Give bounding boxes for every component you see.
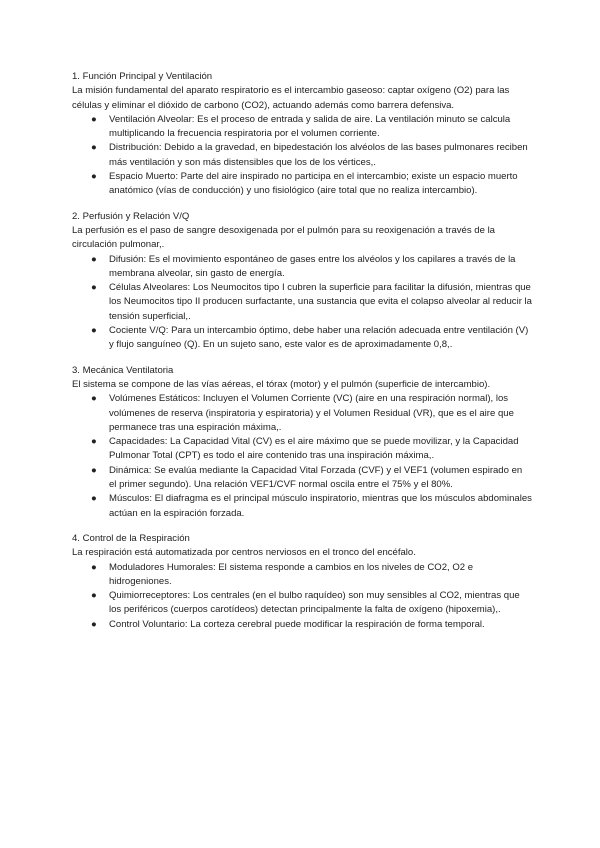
- section-intro: La misión fundamental del aparato respiratorio es el intercambio gaseoso: captar oxígeno (O2) para las células y eliminar el dióxido de carbono (CO2), actuando además como barrera defensiva.: [72, 85, 510, 111]
- list-item-text: Músculos: El diafragma es el principal músculo inspiratorio, mientras que los músculos abdominales actúan en la espiración forzada.: [109, 493, 532, 519]
- list-item: [72, 281, 532, 324]
- list-item-text: Células Alveolares: Los Neumocitos tipo I cubren la superficie para facilitar la difusión, mientras que los Neumocitos tipo II producen surfactante, una sustancia que evita el colapso alveolar al reducir la tensión superficial,.: [109, 282, 532, 322]
- list-item: [72, 589, 532, 618]
- section-mecanica-ventilatoria: [72, 364, 532, 521]
- section-perfusion-vq: [72, 210, 532, 353]
- bullet-icon: ●: [91, 493, 97, 505]
- list-item-text: Capacidades: La Capacidad Vital (CV) es el aire máximo que se puede movilizar, y la Capacidad Pulmonar Total (CPT) es todo el aire contenido tras una inspiración máxima,.: [109, 436, 519, 462]
- bullet-icon: ●: [91, 393, 97, 405]
- list-item-text: Quimiorreceptores: Los centrales (en el bulbo raquídeo) son muy sensibles al CO2, mientras que los periféricos (cuerpos carotídeos) detectan principalmente la falta de oxígeno (hipoxemia),.: [109, 590, 520, 616]
- bullet-list: [72, 392, 532, 521]
- list-item: [72, 435, 532, 464]
- list-item: [72, 392, 532, 435]
- section-control-respiracion: [72, 532, 532, 632]
- bullet-icon: ●: [91, 618, 97, 630]
- list-item-text: Volúmenes Estáticos: Incluyen el Volumen Corriente (VC) (aire en una respiración normal), los volúmenes de reserva (inspiratoria y espiratoria) y el Volumen Residual (VR), que es el aire que permanece tras una espiración máxima,.: [109, 393, 514, 433]
- section-funcion-ventilacion: [72, 70, 532, 199]
- bullet-icon: ●: [91, 142, 97, 154]
- bullet-icon: ●: [91, 253, 97, 265]
- bullet-icon: ●: [91, 171, 97, 183]
- section-heading: 3. Mecánica Ventilatoria: [72, 364, 174, 376]
- list-item-text: Moduladores Humorales: El sistema responde a cambios en los niveles de CO2, O2 e hidrogeniones.: [109, 561, 474, 587]
- bullet-icon: ●: [91, 590, 97, 602]
- list-item-text: Distribución: Debido a la gravedad, en bipedestación los alvéolos de las bases pulmonares reciben más ventilación y son más distensibles que los de los vértices,.: [109, 142, 528, 168]
- section-heading: 2. Perfusión y Relación V/Q: [72, 210, 190, 222]
- list-item-text: Control Voluntario: La corteza cerebral puede modificar la respiración de forma temporal.: [109, 618, 485, 630]
- list-item: [72, 464, 532, 493]
- list-item-text: Ventilación Alveolar: Es el proceso de entrada y salida de aire. La ventilación minuto se calcula multiplicando la frecuencia respiratoria por el volumen corriente.: [109, 113, 511, 140]
- list-item-text: Espacio Muerto: Parte del aire inspirado no participa en el intercambio; existe un espacio muerto anatómico (vías de conducción) y uno fisiológico (aire total que no realiza intercambio).: [109, 171, 518, 197]
- list-item: [72, 141, 532, 170]
- bullet-icon: ●: [91, 325, 97, 337]
- section-heading: 4. Control de la Respiración: [72, 532, 190, 544]
- bullet-icon: ●: [91, 436, 97, 448]
- bullet-icon: ●: [91, 464, 97, 476]
- list-item-text: Cociente V/Q: Para un intercambio óptimo, debe haber una relación adecuada entre ventilación (V) y flujo sanguíneo (Q). En un sujeto sano, este valor es de aproximadamente 0,8,.: [109, 325, 529, 351]
- bullet-list: [72, 113, 532, 199]
- list-item: [72, 253, 532, 282]
- list-item: [72, 492, 532, 521]
- bullet-icon: ●: [91, 561, 97, 573]
- list-item: [72, 324, 532, 353]
- document-page: [72, 70, 532, 643]
- list-item: [72, 561, 532, 590]
- bullet-list: [72, 561, 532, 632]
- bullet-list: [72, 253, 532, 353]
- list-item: [72, 618, 532, 632]
- list-item: [72, 170, 532, 199]
- section-heading: 1. Función Principal y Ventilación: [72, 71, 213, 82]
- section-intro: El sistema se compone de las vías aéreas, el tórax (motor) y el pulmón (superficie de intercambio).: [72, 378, 491, 390]
- list-item: [72, 113, 532, 142]
- bullet-icon: ●: [91, 282, 97, 294]
- section-intro: La perfusión es el paso de sangre desoxigenada por el pulmón para su reoxigenación a través de la circulación pulmonar,.: [72, 224, 495, 251]
- bullet-icon: ●: [91, 113, 97, 125]
- section-intro: La respiración está automatizada por centros nerviosos en el tronco del encéfalo.: [72, 547, 416, 559]
- list-item-text: Dinámica: Se evalúa mediante la Capacidad Vital Forzada (CVF) y el VEF1 (volumen espirado en el primer segundo). Una relación VEF1/CVF normal oscila entre el 75% y el 80%.: [109, 464, 523, 491]
- list-item-text: Difusión: Es el movimiento espontáneo de gases entre los alvéolos y los capilares a través de la membrana alveolar, sin gasto de energía.: [109, 253, 516, 279]
